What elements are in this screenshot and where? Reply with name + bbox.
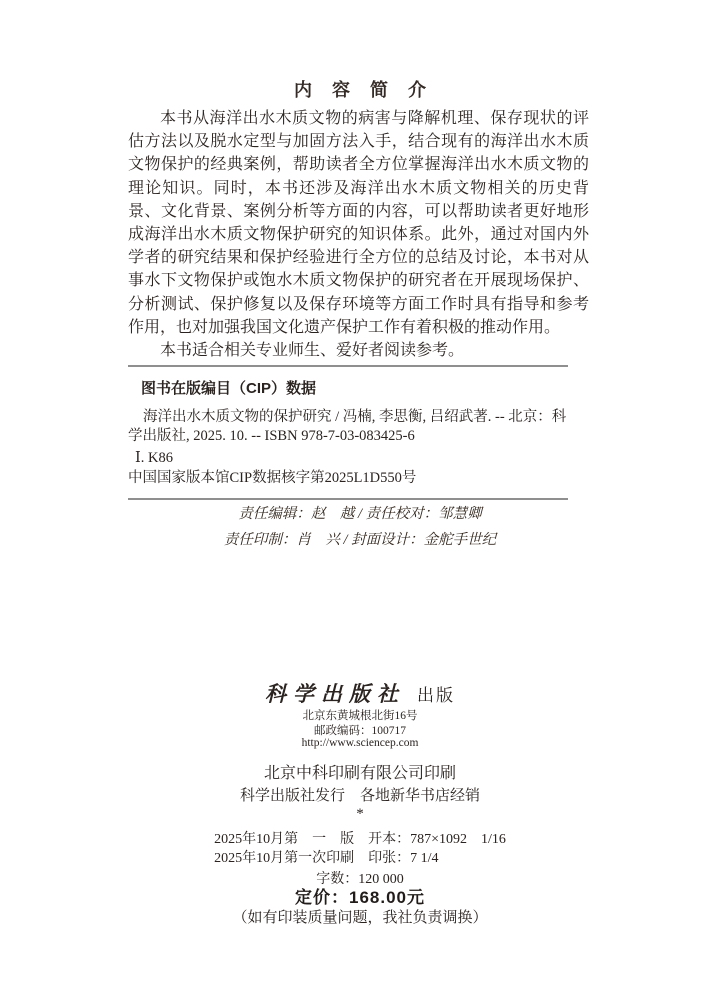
edition-block <box>0 831 720 869</box>
word-count: 字数：120 000 <box>316 872 404 887</box>
editorial-credits <box>0 502 720 553</box>
publisher-postcode: 邮政编码：100717 <box>314 725 406 737</box>
intro-paragraph-2: 本书适合相关专业师生、爱好者阅读参考。 <box>160 342 465 360</box>
publish-label: 出版 <box>417 686 455 705</box>
edition-lines <box>214 831 506 869</box>
quality-note: （如有印装质量问题，我社负责调换） <box>232 910 488 926</box>
credits-line-print: 责任印制：肖 兴 / 封面设计：金舵手世纪 <box>223 531 497 548</box>
publisher-logo: 科学出版社 <box>265 682 405 706</box>
price: 定价：168.00元 <box>295 888 425 907</box>
publisher-address: 北京东黄城根北街16号 <box>302 710 418 722</box>
star-separator: * <box>356 806 364 822</box>
cip-entry: 海洋出水木质文物的保护研究 / 冯楠, 李思衡, 吕绍武著. -- 北京：科学出版社, 2025. 10. -- ISBN 978-7-03-083425-6 <box>128 409 567 444</box>
publisher-website: http://www.sciencep.com <box>301 737 419 749</box>
intro-title <box>0 76 720 102</box>
cip-class-code: Ⅰ. K86 <box>135 450 173 466</box>
edition-line-1: 2025年10月第 一 版 开本：787×1092 1/16 <box>214 832 506 847</box>
cip-heading: 图书在版编目（CIP）数据 <box>141 380 317 397</box>
edition-line-2: 2025年10月第一次印刷 印张：7 1/4 <box>214 850 439 866</box>
printer-line: 北京中科印刷有限公司印刷 <box>263 765 456 782</box>
cip-box <box>128 365 568 500</box>
credits-line-editor: 责任编辑：赵 越 / 责任校对：邹慧卿 <box>238 506 482 522</box>
distribution-line: 科学出版社发行 各地新华书店经销 <box>239 788 480 804</box>
cip-record-number: 中国国家版本馆CIP数据核字第2025L1D550号 <box>128 470 417 486</box>
publisher-line <box>0 678 720 708</box>
intro-body <box>128 107 589 362</box>
intro-paragraph-1: 本书从海洋出水木质文物的病害与降解机理、保存现状的评估方法以及脱水定型与加固方法入手，结合现有的海洋出水木质文物保护的经典案例，帮助读者全方位掌握海洋出水木质文物的理论知识。同时，本书还涉及海洋出水木质文物相关的历史背景、文化背景、案例分析等方面的内容，可以帮助读者更好地形成海洋出水木质文物保护研究的知识体系。此外，通过对国内外学者的研究结果和保护经验进行全方位的总结及讨论，本书对从事水下文物保护或饱水木质文物保护的研究者在开展现场保护、分析测试、保护修复以及保存环境等方面工作时具有指导和参考作用，也对加强我国文化遗产保护工作有着积极的推动作用。 <box>128 110 589 336</box>
intro-title-text: 内容简介 <box>294 80 446 100</box>
